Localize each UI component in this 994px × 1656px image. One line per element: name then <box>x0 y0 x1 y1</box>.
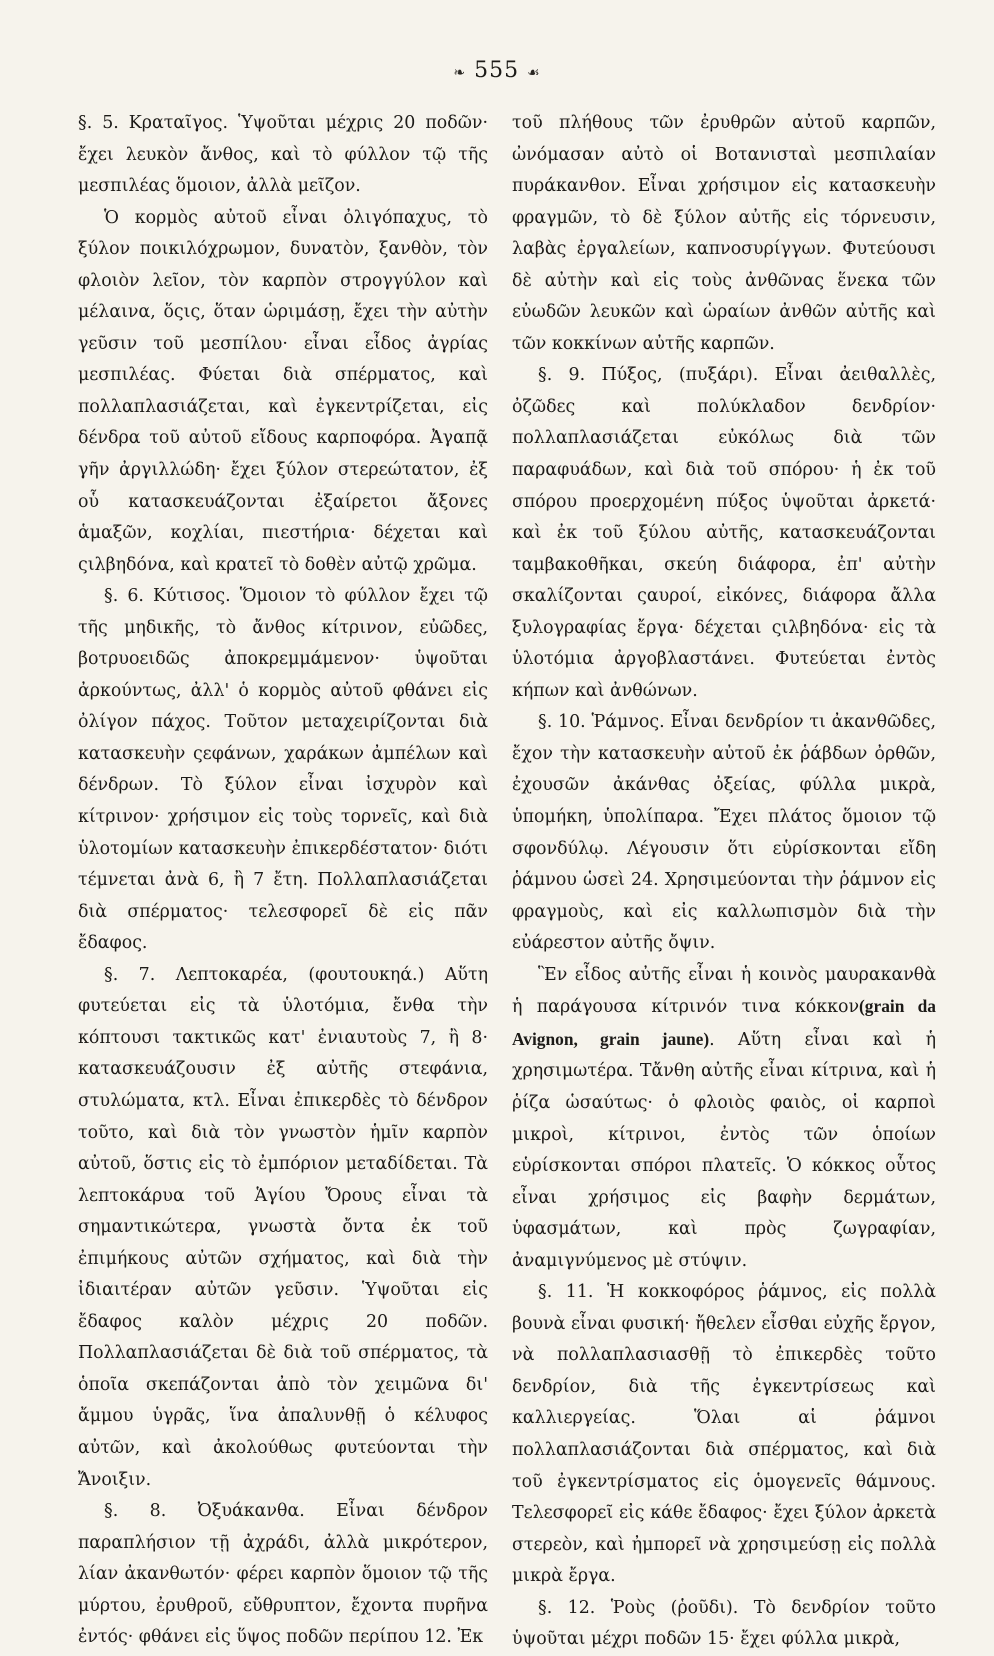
paragraph-section-7: §. 7. Λεπτοκαρέα, (φουτουκηά.) Αὕτη φυτεύεται εἰς τὰ ὑλοτόμια, ἔνθα τὴν κόπτουσι τακτικῶς κατ' ἐνιαυτοὺς 7, ἢ 8· κατασκευάζουσιν ἐξ αὐτῆς στεφάνια, στυλώματα, κτλ. Εἶναι ἐπικερδὲς τὸ δένδρον τοῦτο, καὶ διὰ τὸν γνωστὸν ἡμῖν καρπὸν αὐτοῦ, ὅστις εἰς τὸ ἐμπόριον μεταδίδεται. Τὰ λεπτοκάρυα τοῦ Ἁγίου Ὄρους εἶναι τὰ σημαντικώτερα, γνωστὰ ὄντα ἐκ τοῦ ἐπιμήκους αὐτῶν σχήματος, καὶ διὰ τὴν ἰδιαιτέραν αὐτῶν γεῦσιν. Ὑψοῦται εἰς ἔδαφος καλὸν μέχρις 20 ποδῶν. Πολλαπλασιάζεται δὲ διὰ τοῦ σπέρματος, τὰ ὁποῖα σκεπάζονται ἀπὸ τὸν χειμῶνα δι' ἄμμου ὑγρᾶς, ἵνα ἀπαλυνθῇ ὁ κέλυφος αὐτῶν, καὶ ἀκολούθως φυτεύονται τὴν Ἄνοιξιν. <box>78 964 488 1490</box>
left-column <box>78 108 488 1654</box>
paragraph-section-10: §. 10. Ῥάμνος. Εἶναι δενδρίον τι ἀκανθῶδες, ἔχον τὴν κατασκευὴν αὐτοῦ ἐκ ῥάβδων ὀρθῶν, ἐχουσῶν ἀκάνθας ὀξείας, φύλλα μικρὰ, ὑπομήκη, ὑπολίπαρα. Ἔχει πλάτος ὅμοιον τῷ σφονδύλῳ. Λέγουσιν ὅτι εὑρίσκονται εἴδη ῥάμνου ὡσεὶ 24. Χρησιμεύονται τὴν ῥάμνον εἰς φραγμοὺς, καὶ εἰς καλλωπισμὸν διὰ τὴν εὐάρεστον αὐτῆς ὄψιν. <box>512 712 936 954</box>
paragraph-section-10-variety <box>512 960 936 1277</box>
paragraph-section-5: §. 5. Κραταῖγος. Ὑψοῦται μέχρις 20 ποδῶν· ἔχει λευκὸν ἄνθος, καὶ τὸ φύλλον τῷ τῆς μεσπιλέας ὅμοιον, ἀλλὰ μεῖζον. <box>78 113 488 197</box>
paragraph-section-12: §. 12. Ῥοὺς (ῥοῦδι). Τὸ δενδρίον τοῦτο ὑψοῦται μέχρι ποδῶν 15· ἔχει φύλλα μικρὰ, <box>512 1597 936 1650</box>
ornament-right-icon: ☙ <box>527 65 541 81</box>
paragraph-section-8: §. 8. Ὀξυάκανθα. Εἶναι δένδρον παραπλήσιον τῇ ἀχράδι, ἀλλὰ μικρότερον, λίαν ἀκανθωτόν· φέρει καρπὸν ὅμοιον τῷ τῆς μύρτου, ἐρυθροῦ, εὔθρυπτον, ἔχοντα πυρῆνα ἐντός· φθάνει εἰς ὕψος ποδῶν περίπου 12. Ἐκ <box>78 1501 488 1648</box>
paragraph-section-9: §. 9. Πύξος, (πυξάρι). Εἶναι ἀειθαλλὲς, ὀζῶδες καὶ πολύκλαδον δενδρίον· πολλαπλασιάζεται εὐκόλως διὰ τῶν παραφυάδων, καὶ διὰ τοῦ σπόρου· ἡ ἐκ τοῦ σπόρου προερχομένη πύξος ὑψοῦται ἀρκετά· καὶ ἐκ τοῦ ξύλου αὐτῆς, κατασκευάζονται ταμβακοθῆκαι, σκεύη διάφορα, ἐπ' αὐτὴν σκαλίζονται ςαυροί, εἰκόνες, διάφορα ἄλλα ξυλογραφίας ἔργα· δέχεται ςιλβηδόνα· εἰς τὰ ὑλοτόμια ἀργοβλαστάνει. Φυτεύεται ἐντὸς κήπων καὶ ἀνθώνων. <box>512 365 936 701</box>
page-header <box>0 58 994 83</box>
paragraph-section-11: §. 11. Ἡ κοκκοφόρος ῥάμνος, εἰς πολλὰ βουνὰ εἶναι φυσική· ἤθελεν εἶσθαι εὐχῆς ἔργον, νὰ πολλαπλασιασθῇ τὸ ἐπικερδὲς τοῦτο δενδρίον, διὰ τῆς ἐγκεντρίσεως καὶ καλλιεργείας. Ὅλαι αἱ ῥάμνοι πολλαπλασιάζονται διὰ σπέρματος, καὶ διὰ τοῦ ἐγκεντρίσματος εἰς ὁμογενεῖς θάμνους. Τελεσφορεῖ εἰς κάθε ἔδαφος· ἔχει ξύλον ἀρκετὰ στερεὸν, καὶ ἠμπορεῖ νὰ χρησιμεύσῃ εἰς πολλὰ μικρὰ ἔργα. <box>512 1282 936 1587</box>
page-number: 555 <box>474 58 520 83</box>
variety-text-start: Ἓν εἶδος αὐτῆς εἶναι ἡ κοινὸς μαυρακανθὰ ἡ παράγουσα κίτρινόν τινα κόκκον <box>512 964 936 1018</box>
ornament-left-icon: ❧ <box>453 65 467 81</box>
paragraph-section-5-body: Ὁ κορμὸς αὐτοῦ εἶναι ὀλιγόπαχυς, τὸ ξύλον ποικιλόχρωμον, δυνατὸν, ξανθὸν, τὸν φλοιὸν λεῖον, τὸν καρπὸν στρογγύλον καὶ μέλαινα, ὅςις, ὅταν ὡριμάσῃ, ἔχει τὴν αὐτὴν γεῦσιν τοῦ μεσπίλου· εἶναι εἶδος ἀγρίας μεσπιλέας. Φύεται διὰ σπέρματος, καὶ πολλαπλασιάζεται, καὶ ἐγκεντρίζεται, εἰς δένδρα τοῦ αὐτοῦ εἴδους καρποφόρα. Ἀγαπᾷ γῆν ἀργιλλώδη· ἔχει ξύλον στερεώτατον, ἐξ οὗ κατασκευάζονται ἐξαίρετοι ἄξονες ἁμαξῶν, κοχλίαι, πιεστήρια· δέχεται καὶ ςιλβηδόνα, καὶ κρατεῖ τὸ δοθὲν αὐτῷ χρῶμα. <box>78 207 488 575</box>
latin-term: (grain da Avignon, grain jaune) <box>512 996 936 1049</box>
right-column <box>512 108 936 1656</box>
variety-text-end: . Αὕτη εἶναι καὶ ἡ χρησιμωτέρα. Τἄνθη αὐτῆς εἶναι κίτρινα, καὶ ἡ ῥίζα ὡσαύτως· ὁ φλοιὸς φαιὸς, οἱ καρποὶ μικροὶ, κίτρινοι, ἐντὸς τῶν ὁποίων εὑρίσκονται σπόροι πλατεῖς. Ὁ κόκκος οὗτος εἶναι χρήσιμος εἰς βαφὴν δερμάτων, ὑφασμάτων, καὶ πρὸς ζωγραφίαν, ἀναμιγνύμενος μὲ στύψιν. <box>512 1029 936 1271</box>
paragraph-section-8-continued: τοῦ πλήθους τῶν ἐρυθρῶν αὐτοῦ καρπῶν, ὠνόμασαν αὐτὸ οἱ Βοτανισταὶ μεσπιλαίαν πυράκανθον. Εἶναι χρήσιμον εἰς κατασκευὴν φραγμῶν, τὸ δὲ ξύλον αὐτῆς εἰς τόρνευσιν, λαβὰς ἐργαλείων, καπνοσυρίγγων. Φυτεύουσι δὲ αὐτὴν καὶ εἰς τοὺς ἀνθῶνας ἕνεκα τῶν εὐωδῶν λευκῶν καὶ ὡραίων ἀνθῶν αὐτῆς καὶ τῶν κοκκίνων αὐτῆς καρπῶν. <box>512 113 936 354</box>
paragraph-section-6: §. 6. Κύτισος. Ὅμοιον τὸ φύλλον ἔχει τῷ τῆς μηδικῆς, τὸ ἄνθος κίτρινον, εὐῶδες, βοτρυοειδῶς ἀποκρεμμάμενον· ὑψοῦται ἀρκούντως, ἀλλ' ὁ κορμὸς αὐτοῦ φθάνει εἰς ὀλίγον πάχος. Τοῦτον μεταχειρίζονται διὰ κατασκευὴν ςεφάνων, χαράκων ἀμπέλων καὶ δένδρων. Τὸ ξύλον εἶναι ἰσχυρὸν καὶ κίτρινον· χρήσιμον εἰς τοὺς τορνεῖς, καὶ διὰ ὑλοτομίων κατασκευὴν ἐπικερδέστατον· διότι τέμνεται ἀνὰ 6, ἢ 7 ἔτη. Πολλαπλασιάζεται διὰ σπέρματος· τελεσφορεῖ δὲ εἰς πᾶν ἔδαφος. <box>78 586 488 954</box>
